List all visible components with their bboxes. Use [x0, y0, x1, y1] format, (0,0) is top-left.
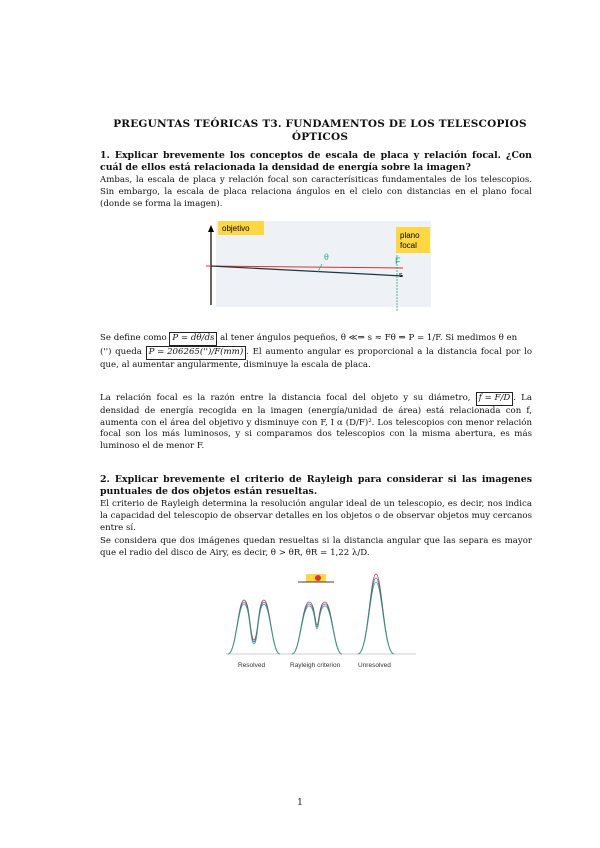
- rayleigh-label: Rayleigh criterion: [290, 662, 341, 669]
- plate-scale-formula: P = dθ/ds: [169, 332, 217, 346]
- svg-text:focal: focal: [400, 241, 417, 250]
- focal-ratio-formula: f = F/D: [476, 392, 514, 406]
- page-number: 1: [297, 798, 303, 808]
- s-label: s: [399, 272, 403, 279]
- plate-scale-figure: [198, 219, 433, 312]
- question-1-paragraph-3: La relación focal es la razón entre la distancia focal del objeto y su diámetro, f = F/D . La densidad de energía recogida en la imagen (energía/unidad de área) está relacionada con f, aumenta con el área del objetivo y disminuye con F, I α (D/F)². Los telescopios con menor relación focal son los más luminosos, y si comparamos dos telescopios con la misma abertura, es más luminoso el de menor F.: [100, 393, 533, 452]
- question-1-paragraph-1: Ambas, la escala de placa y relación focal son caracterísiticas fundamentales de los telescopios. Sin embargo, la escala de placa relaciona ángulos en el cielo con distancias en el plano focal (donde se forma la imagen).: [100, 175, 532, 209]
- theta-label: θ: [324, 253, 329, 262]
- resolved-label: Resolved: [238, 662, 266, 669]
- question-2-paragraph-1: El criterio de Rayleigh determina la resolución angular ideal de un telescopio, es decir, nos indica la capacidad del telescopio de observar detalles en los objetos o de observar objetos muy cercanos entre sí.: [100, 499, 532, 533]
- page-title: PREGUNTAS TEÓRICAS T3. FUNDAMENTOS DE LOS TELESCOPIOS ÓPTICOS: [113, 118, 527, 143]
- plate-scale-arcsec-formula: P = 206265('')/F(mm): [146, 346, 247, 360]
- resolved-profile: [228, 600, 280, 654]
- question-2-heading: 2. Explicar brevemente el criterio de Rayleigh para considerar si las imagenes puntuales de dos objetos están resueltas.: [100, 474, 532, 497]
- question-1-paragraph-2: Se define como P = dθ/ds al tener ángulos pequeños, θ ≪⇒ s ≈ Fθ ⇒ P = 1/F. Si medimos θ en ('') queda P = 206265('')/F(mm) . El aumento angular es proporcional a la distancia focal por lo que, al aumentar angularmente, disminuye la escala de placa.: [100, 333, 533, 370]
- question-1-heading: 1. Explicar brevemente los conceptos de escala de placa y relación focal. ¿Con cuál de ellos está relacionada la densidad de energía sobre la imagen?: [100, 150, 532, 173]
- unresolved-profile: [358, 574, 394, 654]
- svg-text:plano: plano: [400, 231, 420, 240]
- objetivo-label: objetivo: [222, 224, 250, 233]
- unresolved-label: Unresolved: [358, 662, 391, 669]
- question-2-paragraph-2: Se considera que dos imágenes quedan resueltas si la distancia angular que las separa es mayor que el radio del disco de Airy, es decir, θ > θR, θR = 1,22 λ/D.: [100, 536, 532, 558]
- rayleigh-figure: [226, 570, 416, 670]
- F-label: F: [395, 256, 401, 266]
- rayleigh-profile: [292, 574, 342, 654]
